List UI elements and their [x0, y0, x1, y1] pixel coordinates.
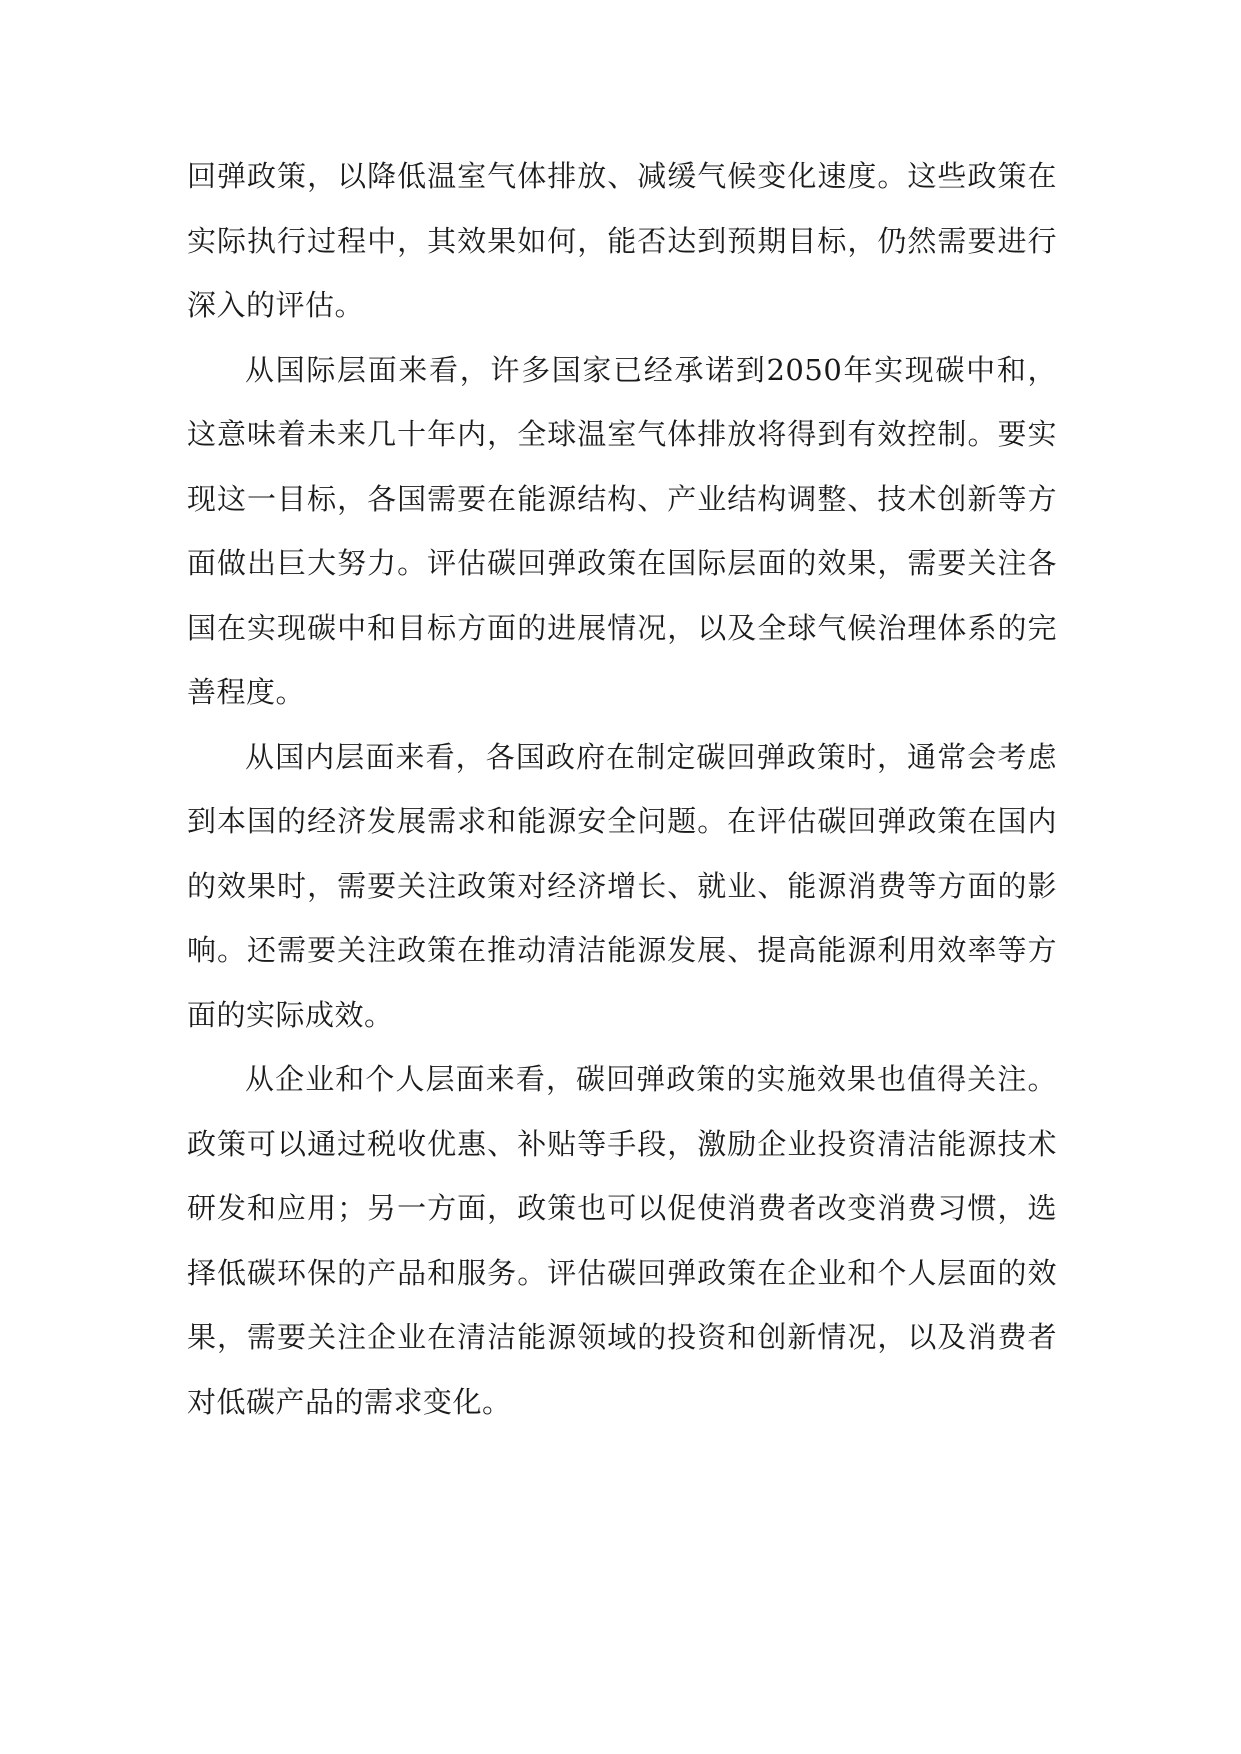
paragraph-domestic-level: 从国内层面来看，各国政府在制定碳回弹政策时，通常会考虑到本国的经济发展需求和能源安全问题。在评估碳回弹政策在国内的效果时，需要关注政策对经济增长、就业、能源消费等方面的影响。还需要关注政策在推动清洁能源发展、提高能源利用效率等方面的实际成效。 [187, 739, 1057, 1032]
document-body [187, 144, 1057, 1434]
paragraph-enterprise-individual-level: 从企业和个人层面来看，碳回弹政策的实施效果也值得关注。政策可以通过税收优惠、补贴等手段，激励企业投资清洁能源技术研发和应用；另一方面，政策也可以促使消费者改变消费习惯，选择低碳环保的产品和服务。评估碳回弹政策在企业和个人层面的效果，需要关注企业在清洁能源领域的投资和创新情况，以及消费者对低碳产品的需求变化。 [187, 1062, 1057, 1419]
paragraph-continuation: 回弹政策，以降低温室气体排放、减缓气候变化速度。这些政策在实际执行过程中，其效果如何，能否达到预期目标，仍然需要进行深入的评估。 [187, 159, 1057, 322]
paragraph-international-level: 从国际层面来看，许多国家已经承诺到2050年实现碳中和，这意味着未来几十年内，全球温室气体排放将得到有效控制。要实现这一目标，各国需要在能源结构、产业结构调整、技术创新等方面做出巨大努力。评估碳回弹政策在国际层面的效果，需要关注各国在实现碳中和目标方面的进展情况，以及全球气候治理体系的完善程度。 [187, 352, 1057, 709]
